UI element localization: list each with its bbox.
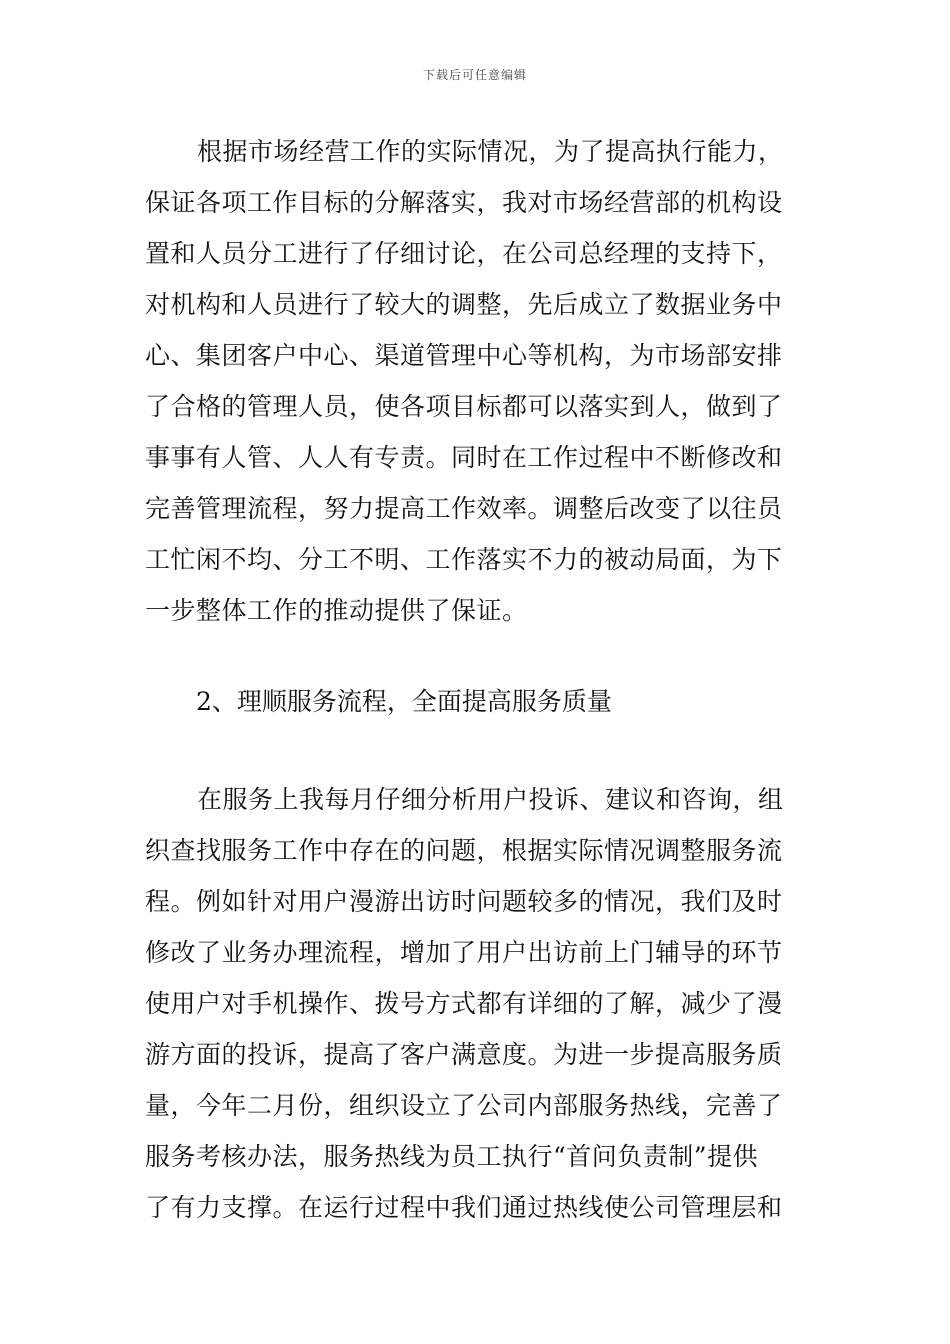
paragraph-line: 游方面的投诉，提高了客户满意度。为进一步提高服务质 xyxy=(145,1040,783,1069)
paragraph-line: 量，今年二月份，组织设立了公司内部服务热线，完善了 xyxy=(145,1091,783,1120)
paragraph-line: 事事有人管、人人有专责。同时在工作过程中不断修改和 xyxy=(145,443,783,472)
paragraph-line: 工忙闲不均、分工不明、工作落实不力的被动局面，为下 xyxy=(145,545,783,574)
page-header: 下载后可任意编辑 xyxy=(422,68,527,82)
paragraph-line: 程。例如针对用户漫游出访时问题较多的情况，我们及时 xyxy=(145,887,783,916)
paragraph-line: 了合格的管理人员，使各项目标都可以落实到人，做到了 xyxy=(145,392,783,421)
paragraph-line: 根据市场经营工作的实际情况，为了提高执行能力， xyxy=(197,137,784,166)
paragraph-2 xyxy=(145,774,810,1233)
paragraph-line: 了有力支撑。在运行过程中我们通过热线使公司管理层和 xyxy=(145,1193,783,1222)
paragraph-line: 织查找服务工作中存在的问题，根据实际情况调整服务流 xyxy=(145,836,783,865)
paragraph-line: 心、集团客户中心、渠道管理中心等机构，为市场部安排 xyxy=(145,341,783,370)
paragraph-1 xyxy=(145,126,810,636)
paragraph-line: 在服务上我每月仔细分析用户投诉、建议和咨询，组 xyxy=(197,785,784,814)
paragraph-line: 一步整体工作的推动提供了保证。 xyxy=(145,596,528,625)
paragraph-line: 完善管理流程，努力提高工作效率。调整后改变了以往员 xyxy=(145,494,783,523)
paragraph-line: 使用户对手机操作、拨号方式都有详细的了解，减少了漫 xyxy=(145,989,783,1018)
section-heading: 2、理顺服务流程，全面提高服务质量 xyxy=(196,687,612,716)
paragraph-line: 置和人员分工进行了仔细讨论，在公司总经理的支持下， xyxy=(145,239,783,268)
paragraph-line: 服务考核办法，服务热线为员工执行“首问负责制”提供 xyxy=(145,1142,759,1171)
paragraph-line: 保证各项工作目标的分解落实，我对市场经营部的机构设 xyxy=(145,188,783,217)
paragraph-line: 修改了业务办理流程，增加了用户出访前上门辅导的环节 xyxy=(145,938,783,967)
paragraph-line: 对机构和人员进行了较大的调整，先后成立了数据业务中 xyxy=(145,290,783,319)
